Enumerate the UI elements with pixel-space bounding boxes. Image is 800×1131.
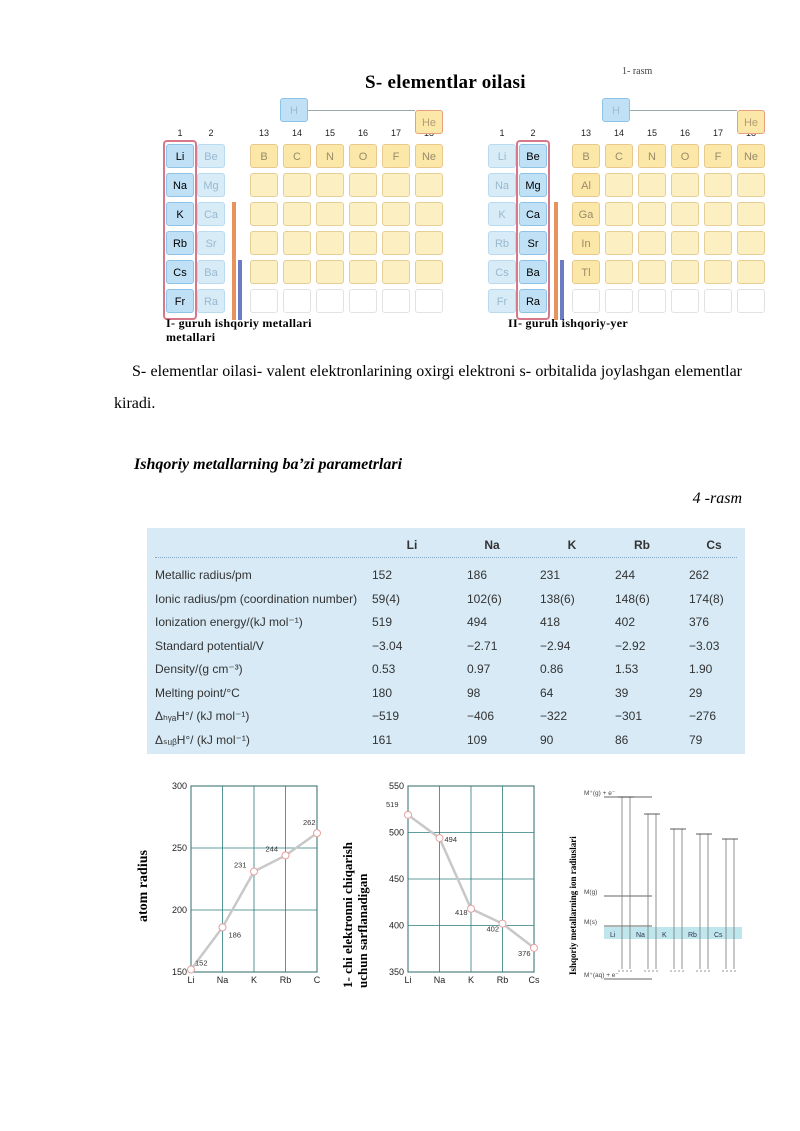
p-block-cell bbox=[250, 173, 278, 197]
p-block-cell bbox=[349, 173, 377, 197]
p-block-cell bbox=[283, 289, 311, 313]
p-block-cell bbox=[415, 173, 443, 197]
p-block-cell bbox=[671, 289, 699, 313]
element-cell-al: Al bbox=[572, 173, 600, 197]
table-row bbox=[147, 615, 745, 638]
element-cell-n: N bbox=[638, 144, 666, 168]
element-cell-ca: Ca bbox=[519, 202, 547, 226]
group-number: 16 bbox=[679, 128, 690, 138]
table-cell: −276 bbox=[689, 709, 717, 723]
element-cell-ra: Ra bbox=[197, 289, 225, 313]
data-point bbox=[531, 944, 538, 951]
data-point bbox=[499, 920, 506, 927]
p-block-cell bbox=[638, 260, 666, 284]
metal-label: Cs bbox=[714, 932, 723, 939]
table-cell: −519 bbox=[372, 709, 400, 723]
table-cell: 519 bbox=[372, 615, 393, 629]
p-block-cell bbox=[572, 289, 600, 313]
group-number: 17 bbox=[712, 128, 723, 138]
element-cell-h: H bbox=[602, 98, 630, 122]
element-cell-b: B bbox=[250, 144, 278, 168]
element-cell-o: O bbox=[671, 144, 699, 168]
table-cell: 0.86 bbox=[540, 662, 564, 676]
p-block-cell bbox=[415, 202, 443, 226]
data-point bbox=[314, 830, 321, 837]
table-cell: 402 bbox=[615, 615, 636, 629]
table-cell: 79 bbox=[689, 732, 703, 747]
p-block-cell bbox=[349, 202, 377, 226]
x-tick-label: Li bbox=[187, 975, 195, 985]
element-cell-b: B bbox=[572, 144, 600, 168]
p-block-cell bbox=[382, 289, 410, 313]
y-tick-label: 400 bbox=[388, 920, 404, 931]
x-tick-label: K bbox=[250, 975, 258, 985]
p-block-cell bbox=[415, 289, 443, 313]
p-block-cell bbox=[349, 289, 377, 313]
chart2-ylabel-line1: 1- chi elektronni chiqarish bbox=[340, 841, 355, 988]
data-point bbox=[188, 966, 195, 973]
y-tick-label: 300 bbox=[171, 781, 187, 791]
element-cell-mg: Mg bbox=[519, 173, 547, 197]
data-label: 402 bbox=[486, 924, 500, 934]
table-cell: 39 bbox=[615, 685, 629, 700]
row-label: Melting point/°C bbox=[155, 685, 240, 700]
data-label: 186 bbox=[228, 930, 242, 940]
x-tick-label: Cs bbox=[528, 975, 540, 985]
p-block-cell bbox=[704, 173, 732, 197]
data-label: 376 bbox=[518, 948, 531, 958]
table-cell: 376 bbox=[689, 615, 710, 629]
parameters-table bbox=[147, 528, 745, 754]
element-cell-f: F bbox=[704, 144, 732, 168]
element-cell-tl: Tl bbox=[572, 260, 600, 284]
table-cell: −322 bbox=[540, 709, 568, 723]
energy-diagram-ylabel: Ishqoriy metallarning ion radiuslari bbox=[568, 836, 578, 975]
p-block-cell bbox=[250, 260, 278, 284]
element-cell-in: In bbox=[572, 231, 600, 255]
data-label: 231 bbox=[234, 860, 247, 870]
group-number: 14 bbox=[613, 128, 624, 138]
data-label: 152 bbox=[195, 958, 208, 968]
group-number: 13 bbox=[258, 128, 269, 138]
element-cell-ra: Ra bbox=[519, 289, 547, 313]
table-cell: 494 bbox=[467, 615, 488, 629]
p-block-cell bbox=[382, 173, 410, 197]
chart2-ylabel bbox=[340, 842, 370, 988]
caption-group1-line2: metallari bbox=[166, 330, 216, 344]
table-row bbox=[147, 662, 745, 685]
p-block-cell bbox=[283, 173, 311, 197]
p-block-cell bbox=[638, 173, 666, 197]
table-cell: 0.97 bbox=[467, 662, 491, 676]
column-header-k: K bbox=[567, 538, 577, 552]
p-block-cell bbox=[415, 231, 443, 255]
element-cell-be: Be bbox=[197, 144, 225, 168]
table-cell: 1.90 bbox=[689, 662, 713, 676]
element-cell-cs: Cs bbox=[488, 260, 516, 284]
row-label: Ionization energy/(kJ mol⁻¹) bbox=[155, 615, 303, 629]
data-point bbox=[282, 852, 289, 859]
y-tick-label: 200 bbox=[171, 905, 187, 915]
data-label: 519 bbox=[386, 799, 399, 809]
p-block-cell bbox=[737, 289, 765, 313]
table-cell: 109 bbox=[467, 732, 488, 747]
energy-level-label: M(s) bbox=[584, 919, 597, 926]
data-label: 418 bbox=[455, 907, 468, 917]
table-row bbox=[147, 733, 745, 756]
x-tick-label: C bbox=[313, 975, 321, 985]
periodic-table-group2 bbox=[482, 98, 762, 328]
y-tick-label: 250 bbox=[171, 843, 187, 853]
f-block-bar bbox=[560, 260, 564, 320]
group-number: 17 bbox=[390, 128, 401, 138]
group-number: 1 bbox=[499, 128, 505, 138]
p-block-cell bbox=[605, 202, 633, 226]
y-tick-label: 150 bbox=[171, 967, 187, 977]
element-cell-fr: Fr bbox=[488, 289, 516, 313]
p-block-cell bbox=[382, 231, 410, 255]
element-cell-rb: Rb bbox=[488, 231, 516, 255]
chart2-ylabel-line2: uchun sarflanadigan bbox=[355, 873, 370, 988]
data-point bbox=[405, 811, 412, 818]
atom-radius-chart bbox=[165, 778, 330, 993]
p-block-cell bbox=[283, 202, 311, 226]
table-cell: 148(6) bbox=[615, 591, 650, 606]
p-block-cell bbox=[737, 260, 765, 284]
p-block-cell bbox=[316, 289, 344, 313]
table-row bbox=[147, 709, 745, 732]
element-cell-h: H bbox=[280, 98, 308, 122]
s-elements-figure bbox=[160, 66, 759, 350]
group-number: 15 bbox=[324, 128, 335, 138]
intro-paragraph: S- elementlar oilasi- valent elektronlarining oxirgi elektroni s- orbitalida joylashgan elementlar kiradi. bbox=[114, 363, 742, 412]
element-cell-k: K bbox=[166, 202, 194, 226]
p-block-cell bbox=[704, 260, 732, 284]
element-cell-k: K bbox=[488, 202, 516, 226]
table-cell: −2.92 bbox=[615, 638, 646, 653]
element-cell-mg: Mg bbox=[197, 173, 225, 197]
data-label: 244 bbox=[265, 844, 279, 854]
p-block-cell bbox=[671, 231, 699, 255]
p-block-cell bbox=[250, 289, 278, 313]
table-cell: 98 bbox=[467, 685, 481, 700]
p-block-cell bbox=[316, 260, 344, 284]
caption-group1 bbox=[166, 316, 312, 344]
d-block-bar bbox=[554, 202, 558, 320]
table-cell: 152 bbox=[372, 568, 393, 582]
element-cell-sr: Sr bbox=[197, 231, 225, 255]
p-block-cell bbox=[382, 202, 410, 226]
p-block-cell bbox=[737, 173, 765, 197]
p-block-cell bbox=[638, 289, 666, 313]
element-cell-li: Li bbox=[166, 144, 194, 168]
table-cell: −2.71 bbox=[467, 638, 498, 653]
p-block-cell bbox=[349, 231, 377, 255]
p-block-cell bbox=[382, 260, 410, 284]
energy-level-label: M(g) bbox=[584, 889, 598, 896]
p-block-cell bbox=[283, 231, 311, 255]
p-block-cell bbox=[316, 202, 344, 226]
caption-group1-line1: I- guruh ishqoriy metallari bbox=[166, 316, 312, 330]
group-number: 13 bbox=[580, 128, 591, 138]
table-cell: −3.04 bbox=[372, 638, 403, 653]
metal-label: Rb bbox=[688, 932, 697, 939]
table-cell: −3.03 bbox=[689, 638, 720, 653]
element-cell-cs: Cs bbox=[166, 260, 194, 284]
y-tick-label: 500 bbox=[388, 827, 404, 838]
header-divider bbox=[155, 557, 737, 558]
x-tick-label: Li bbox=[404, 975, 412, 985]
group-number: 14 bbox=[291, 128, 302, 138]
energy-cycle-diagram bbox=[582, 785, 747, 985]
row-label: ΔₕᵧₐH°/ (kJ mol⁻¹) bbox=[155, 709, 250, 723]
table-cell: 29 bbox=[689, 685, 703, 700]
figure-label: 4 -rasm bbox=[692, 490, 742, 507]
table-cell: 262 bbox=[689, 568, 710, 582]
energy-level-label: M⁺(aq) + e⁻ bbox=[584, 972, 619, 979]
p-block-cell bbox=[283, 260, 311, 284]
p-block-cell bbox=[704, 202, 732, 226]
column-header-na: Na bbox=[484, 538, 500, 552]
row-label: ΔₛᵤᵦH°/ (kJ mol⁻¹) bbox=[155, 732, 250, 747]
p-block-cell bbox=[671, 173, 699, 197]
table-row bbox=[147, 639, 745, 662]
group-highlight bbox=[516, 140, 550, 320]
ionization-energy-chart bbox=[382, 778, 547, 993]
periodic-table-group1 bbox=[160, 98, 440, 328]
p-block-cell bbox=[704, 231, 732, 255]
element-cell-ne: Ne bbox=[737, 144, 765, 168]
element-cell-ca: Ca bbox=[197, 202, 225, 226]
element-cell-f: F bbox=[382, 144, 410, 168]
row-label: Metallic radius/pm bbox=[155, 568, 252, 582]
table-cell: 59(4) bbox=[372, 591, 401, 606]
p-block-cell bbox=[638, 231, 666, 255]
h-he-connector bbox=[630, 110, 737, 111]
data-point bbox=[219, 924, 226, 931]
d-block-bar bbox=[232, 202, 236, 320]
element-cell-ne: Ne bbox=[415, 144, 443, 168]
figure-title: S- elementlar oilasi bbox=[365, 72, 526, 93]
row-label: Ionic radius/pm (coordination number) bbox=[155, 591, 358, 606]
p-block-cell bbox=[605, 289, 633, 313]
table-cell: 86 bbox=[615, 732, 629, 747]
x-tick-label: Rb bbox=[496, 975, 509, 985]
element-cell-be: Be bbox=[519, 144, 547, 168]
figure-corner-label: 1- rasm bbox=[622, 66, 653, 77]
table-cell: 102(6) bbox=[467, 591, 502, 606]
element-cell-c: C bbox=[605, 144, 633, 168]
group-number: 16 bbox=[357, 128, 368, 138]
element-cell-na: Na bbox=[166, 173, 194, 197]
p-block-cell bbox=[605, 231, 633, 255]
table-cell: −301 bbox=[615, 709, 643, 723]
table-row bbox=[147, 686, 745, 709]
f-block-bar bbox=[238, 260, 242, 320]
group-number: 15 bbox=[646, 128, 657, 138]
table-cell: 90 bbox=[540, 732, 554, 747]
column-header-cs: Cs bbox=[706, 538, 722, 552]
x-tick-label: Na bbox=[216, 975, 229, 985]
table-cell: 244 bbox=[615, 568, 636, 582]
p-block-cell bbox=[605, 260, 633, 284]
table-cell: −2.94 bbox=[540, 638, 571, 653]
chart1-ylabel: atom radius bbox=[136, 850, 151, 922]
x-tick-label: Na bbox=[433, 975, 446, 985]
element-cell-rb: Rb bbox=[166, 231, 194, 255]
row-label: Standard potential/V bbox=[155, 638, 264, 653]
table-cell: 186 bbox=[467, 568, 488, 582]
column-header-li: Li bbox=[406, 538, 418, 552]
y-tick-label: 550 bbox=[388, 781, 404, 791]
p-block-cell bbox=[704, 289, 732, 313]
caption-group2: II- guruh ishqoriy-yer bbox=[508, 316, 628, 330]
section-heading: Ishqoriy metallarning ba’zi parametrlari bbox=[134, 456, 403, 473]
table-cell: 64 bbox=[540, 685, 554, 700]
row-label: Density/(g cm⁻³) bbox=[155, 662, 243, 676]
table-cell: 231 bbox=[540, 568, 561, 582]
table-cell: 174(8) bbox=[689, 591, 724, 606]
table-row bbox=[147, 568, 745, 591]
data-label: 494 bbox=[444, 835, 458, 845]
p-block-cell bbox=[415, 260, 443, 284]
y-tick-label: 450 bbox=[388, 874, 404, 884]
group-highlight bbox=[163, 140, 197, 320]
data-point bbox=[251, 868, 258, 875]
x-tick-label: Rb bbox=[279, 975, 292, 985]
element-cell-o: O bbox=[349, 144, 377, 168]
element-cell-fr: Fr bbox=[166, 289, 194, 313]
group-number: 2 bbox=[208, 128, 214, 138]
element-cell-c: C bbox=[283, 144, 311, 168]
element-cell-sr: Sr bbox=[519, 231, 547, 255]
p-block-cell bbox=[316, 231, 344, 255]
table-cell: 1.53 bbox=[615, 662, 639, 676]
energy-level-label: M⁺(g) + e⁻ bbox=[584, 790, 616, 797]
p-block-cell bbox=[605, 173, 633, 197]
table-cell: 180 bbox=[372, 685, 393, 700]
group-number: 1 bbox=[177, 128, 183, 138]
p-block-cell bbox=[737, 231, 765, 255]
data-point bbox=[468, 905, 475, 912]
table-cell: 138(6) bbox=[540, 591, 575, 606]
p-block-cell bbox=[250, 231, 278, 255]
table-row bbox=[147, 592, 745, 615]
table-cell: 161 bbox=[372, 732, 393, 747]
element-cell-n: N bbox=[316, 144, 344, 168]
metal-label: K bbox=[662, 932, 667, 939]
x-tick-label: K bbox=[467, 975, 475, 985]
element-cell-ba: Ba bbox=[519, 260, 547, 284]
element-cell-na: Na bbox=[488, 173, 516, 197]
metal-label: Li bbox=[610, 932, 616, 939]
data-point bbox=[436, 835, 443, 842]
table-cell: 0.53 bbox=[372, 662, 396, 676]
p-block-cell bbox=[250, 202, 278, 226]
element-cell-ga: Ga bbox=[572, 202, 600, 226]
element-cell-ba: Ba bbox=[197, 260, 225, 284]
p-block-cell bbox=[316, 173, 344, 197]
p-block-cell bbox=[671, 260, 699, 284]
p-block-cell bbox=[349, 260, 377, 284]
h-he-connector bbox=[308, 110, 415, 111]
table-cell: −406 bbox=[467, 709, 495, 723]
y-tick-label: 350 bbox=[388, 967, 404, 977]
element-cell-li: Li bbox=[488, 144, 516, 168]
p-block-cell bbox=[638, 202, 666, 226]
element-cell-he: He bbox=[415, 110, 443, 134]
element-cell-he: He bbox=[737, 110, 765, 134]
data-label: 262 bbox=[303, 818, 316, 828]
group-number: 2 bbox=[530, 128, 536, 138]
metal-label: Na bbox=[636, 932, 645, 939]
p-block-cell bbox=[737, 202, 765, 226]
column-header-rb: Rb bbox=[634, 538, 650, 552]
table-cell: 418 bbox=[540, 615, 561, 629]
p-block-cell bbox=[671, 202, 699, 226]
